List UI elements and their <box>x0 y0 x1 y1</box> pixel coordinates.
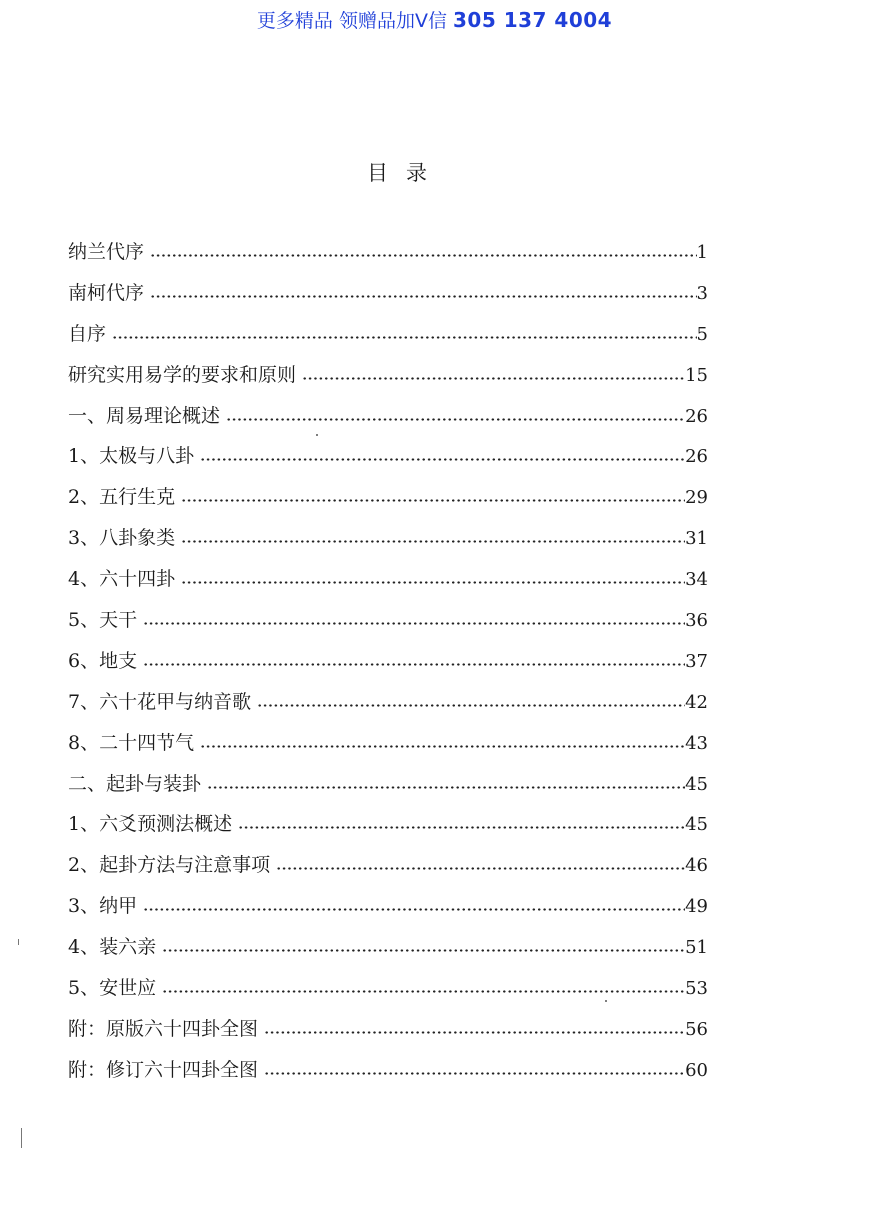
dot-leader <box>143 663 685 666</box>
dot-leader <box>200 745 685 748</box>
dot-leader <box>112 336 697 339</box>
dot-leader <box>181 499 685 502</box>
toc-row[interactable] <box>68 641 708 682</box>
toc-page-number: 36 <box>685 610 708 632</box>
page-title: 目录 <box>367 161 445 185</box>
toc-page-number: 15 <box>685 364 708 386</box>
toc-row[interactable] <box>68 477 708 518</box>
dot-leader <box>162 949 685 952</box>
toc-row[interactable] <box>68 968 708 1009</box>
toc-entry-label: 8、二十四节气 <box>68 731 195 754</box>
dot-leader <box>150 295 697 298</box>
dot-leader <box>200 458 685 461</box>
toc-page-number: 37 <box>685 650 708 672</box>
toc-row[interactable] <box>68 845 708 886</box>
toc-row[interactable] <box>68 355 708 396</box>
dot-leader <box>226 418 685 421</box>
toc-page-number: 26 <box>685 405 708 427</box>
toc-row[interactable] <box>68 273 708 314</box>
toc-row[interactable] <box>68 927 708 968</box>
toc-page-number: 46 <box>685 855 708 877</box>
dot-leader <box>276 867 685 870</box>
dot-leader <box>150 254 697 257</box>
toc-row[interactable] <box>68 518 708 559</box>
toc-page-number: 43 <box>685 732 708 754</box>
toc-row[interactable] <box>68 559 708 600</box>
toc-entry-label: 5、天干 <box>68 609 138 632</box>
toc-page-number: 42 <box>685 691 708 713</box>
dot-leader <box>238 826 685 829</box>
toc-entry-label: 二、起卦与装卦 <box>68 772 202 795</box>
toc-entry-label: 研究实用易学的要求和原则 <box>68 363 297 386</box>
promo-banner <box>0 6 869 35</box>
promo-banner-number: 305 137 4004 <box>452 8 613 32</box>
toc-entry-label: 2、五行生克 <box>68 486 176 509</box>
toc-entry-label: 一、周易理论概述 <box>68 404 221 427</box>
toc-row[interactable] <box>68 232 708 273</box>
dot-leader <box>207 786 685 789</box>
toc-entry-label: 自序 <box>68 322 107 345</box>
toc-entry-label: 5、安世应 <box>68 977 157 1000</box>
toc-page-number: 56 <box>685 1018 708 1040</box>
toc-page-number: 60 <box>685 1059 708 1081</box>
toc-page-number: 49 <box>685 896 708 918</box>
toc-entry-label: 6、地支 <box>68 649 138 672</box>
dot-leader <box>181 581 685 584</box>
toc-entry-label: 3、八卦象类 <box>68 527 176 550</box>
dot-leader <box>162 990 685 993</box>
toc-page-number: 31 <box>685 528 708 550</box>
toc-page-number: 1 <box>696 242 708 263</box>
toc-row[interactable] <box>68 314 708 355</box>
toc-page-number: 45 <box>685 773 708 795</box>
toc-row[interactable] <box>68 1050 708 1091</box>
toc-row[interactable] <box>68 396 708 437</box>
toc-page-number: 51 <box>685 937 708 959</box>
scan-speck <box>605 1000 607 1002</box>
promo-banner-text: 更多精品 领赠品加V信 <box>256 10 453 32</box>
toc-page-number: 26 <box>685 446 708 468</box>
scan-speck <box>316 434 318 436</box>
toc-row[interactable] <box>68 886 708 927</box>
toc-entry-label: 附：修订六十四卦全图 <box>68 1058 259 1081</box>
toc-row[interactable] <box>68 723 708 764</box>
toc-row[interactable] <box>68 764 708 805</box>
toc-entry-label: 1、六爻预测法概述 <box>68 813 233 836</box>
toc-page-number: 5 <box>696 323 708 345</box>
toc-entry-label: 4、装六亲 <box>68 936 157 959</box>
toc-row[interactable] <box>68 1009 708 1050</box>
dot-leader <box>257 704 685 707</box>
toc-page-number: 45 <box>685 814 708 836</box>
toc-page-number: 34 <box>685 569 708 591</box>
toc-entry-label: 2、起卦方法与注意事项 <box>68 854 271 877</box>
toc-entry-label: 7、六十花甲与纳音歌 <box>68 690 252 713</box>
toc-entry-label: 3、纳甲 <box>68 895 138 918</box>
scan-edge-mark <box>21 1128 22 1148</box>
toc-row[interactable] <box>68 682 708 723</box>
dot-leader <box>302 377 685 380</box>
scan-edge-mark <box>18 939 19 945</box>
toc-entry-label: 1、太极与八卦 <box>68 445 195 468</box>
toc-entry-label: 附：原版六十四卦全图 <box>68 1017 259 1040</box>
toc-row[interactable] <box>68 436 708 477</box>
toc-page-number: 29 <box>685 487 708 509</box>
dot-leader <box>181 540 685 543</box>
toc-entry-label: 4、六十四卦 <box>68 568 176 591</box>
table-of-contents <box>68 232 708 1091</box>
toc-page-number: 3 <box>696 282 708 304</box>
dot-leader <box>143 622 685 625</box>
dot-leader <box>143 908 685 911</box>
toc-entry-label: 纳兰代序 <box>68 241 145 263</box>
dot-leader <box>264 1072 685 1075</box>
toc-row[interactable] <box>68 600 708 641</box>
toc-entry-label: 南柯代序 <box>68 281 145 304</box>
dot-leader <box>264 1031 685 1034</box>
toc-row[interactable] <box>68 804 708 845</box>
toc-page-number: 53 <box>685 978 708 1000</box>
